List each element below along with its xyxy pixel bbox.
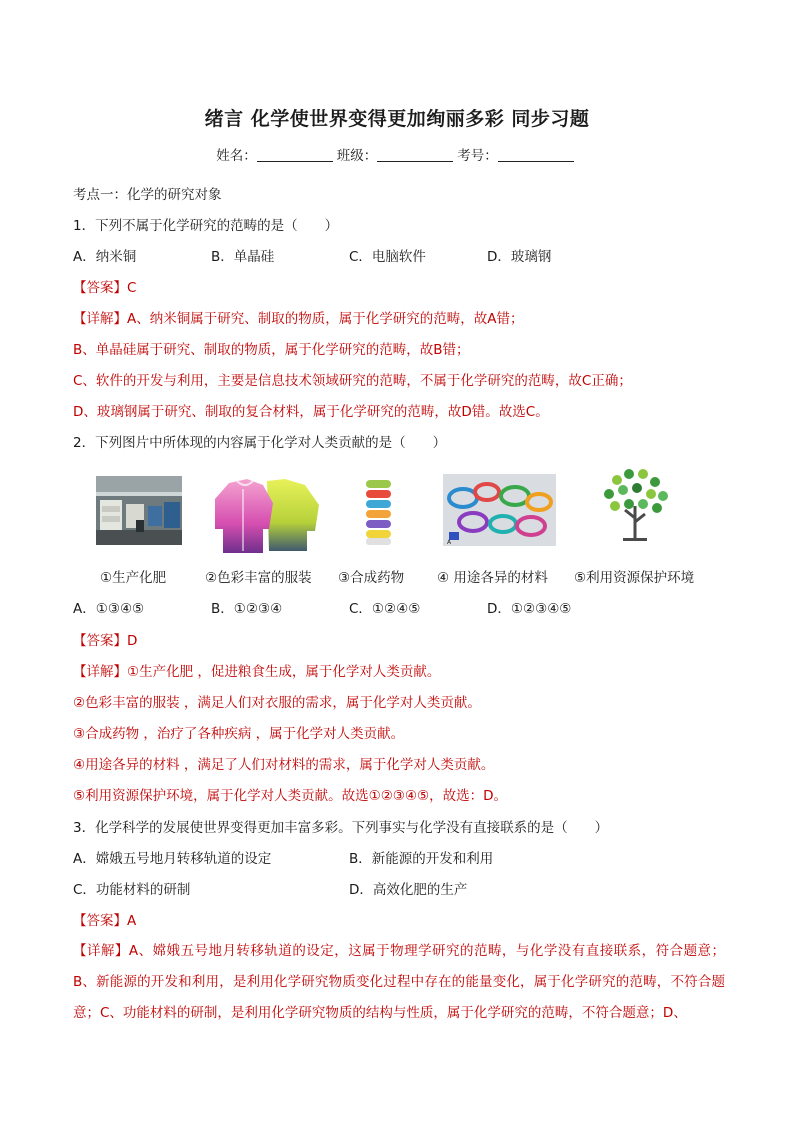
q1-option-d: D．玻璃钢 xyxy=(487,249,552,265)
eco-tree-image xyxy=(595,466,675,546)
q1-answer xyxy=(73,278,733,298)
question-2-stem: 2．下列图片中所体现的内容属于化学对人类贡献的是（ ） xyxy=(73,435,447,451)
q3-answer xyxy=(73,911,733,931)
fertilizer-warehouse-image xyxy=(96,476,182,545)
detail-tag: 【详解】 xyxy=(73,311,127,327)
q1-detail-line: B、单晶硅属于研究、制取的物质，属于化学研究的范畴，故B错； xyxy=(73,342,470,358)
svg-text:A: A xyxy=(447,539,452,546)
q2-answer xyxy=(73,631,733,651)
q1-detail-line xyxy=(73,309,733,329)
student-info-line xyxy=(0,144,794,164)
detail-text: A、嫦娥五号地月转移轨道的设定，这属于物理学研究的范畴，与化学没有直接联系，符合题意；B、新能源的开发和利用，是利用化学研究物质变化过程中存在的能量变化，属于化学研究的范畴，不符合题意；C、功能材料的研制，是利用化学研究物质的结构与性质，属于化学研究的范畴，不符合题意；D、 xyxy=(73,943,726,1021)
q3-option-c: C．功能材料的研制 xyxy=(73,882,191,898)
caption-fertilizer: ①生产化肥 xyxy=(100,570,167,586)
q3-option-d: D．高效化肥的生产 xyxy=(349,882,468,898)
caption-clothing: ②色彩丰富的服装 xyxy=(205,570,312,586)
q2-detail-line: ④用途各异的材料 ，满足了人们对材料的需求，属于化学对人类贡献。 xyxy=(73,757,495,773)
q1-option-b: B．单晶硅 xyxy=(211,249,275,265)
q3-detail xyxy=(73,936,725,1029)
id-blank[interactable] xyxy=(498,147,574,162)
q1-option-c: C．电脑软件 xyxy=(349,249,426,265)
q3-option-a: A．嫦娥五号地月转移轨道的设定 xyxy=(73,851,272,867)
colorful-jackets-image xyxy=(207,475,324,554)
pills-stack-image xyxy=(363,478,394,546)
section-heading: 考点一：化学的研究对象 xyxy=(73,187,222,203)
answer-tag: 【答案】 xyxy=(73,633,127,649)
various-materials-image xyxy=(443,474,556,546)
q1-option-a: A．纳米铜 xyxy=(73,249,137,265)
caption-environment: ⑤利用资源保护环境 xyxy=(574,570,695,586)
class-label: 班级： xyxy=(336,148,378,164)
caption-drugs: ③合成药物 xyxy=(338,570,405,586)
detail-tag: 【详解】 xyxy=(73,943,129,959)
name-blank[interactable] xyxy=(257,147,333,162)
q2-option-c: C．①②④⑤ xyxy=(349,601,421,617)
q2-detail-line: ③合成药物 ，治疗了各种疾病 ，属于化学对人类贡献。 xyxy=(73,726,405,742)
question-1-stem: 1．下列不属于化学研究的范畴的是（ ） xyxy=(73,218,339,234)
detail-tag: 【详解】 xyxy=(73,664,127,680)
answer-tag: 【答案】 xyxy=(73,280,127,296)
q1-detail-line: C、软件的开发与利用，主要是信息技术领域研究的范畴，不属于化学研究的范畴，故C正确； xyxy=(73,373,632,389)
class-blank[interactable] xyxy=(377,147,453,162)
caption-materials: ④ 用途各异的材料 xyxy=(437,570,548,586)
q2-option-b: B．①②③④ xyxy=(211,601,283,617)
q2-option-a: A．①③④⑤ xyxy=(73,601,145,617)
answer-value: A xyxy=(127,913,137,929)
q3-option-b: B．新能源的开发和利用 xyxy=(349,851,494,867)
q2-detail-line: ②色彩丰富的服装 ，满足人们对衣服的需求，属于化学对人类贡献。 xyxy=(73,695,481,711)
q2-detail-line xyxy=(73,662,733,682)
page-title: 绪言 化学使世界变得更加绚丽多彩 同步习题 xyxy=(204,108,590,130)
answer-value: D xyxy=(127,633,138,649)
id-label: 考号： xyxy=(457,148,498,164)
question-3-stem: 3．化学科学的发展使世界变得更加丰富多彩。下列事实与化学没有直接联系的是（ ） xyxy=(73,820,609,836)
q2-option-d: D．①②③④⑤ xyxy=(487,601,572,617)
name-label: 姓名： xyxy=(216,148,257,164)
q2-detail-line: ⑤利用资源保护环境，属于化学对人类贡献。故选①②③④⑤，故选：D。 xyxy=(73,788,508,804)
answer-tag: 【答案】 xyxy=(73,913,127,929)
detail-text: ①生产化肥 ，促进粮食生成，属于化学对人类贡献。 xyxy=(127,664,441,680)
q1-detail-line: D、玻璃钢属于研究、制取的复合材料，属于化学研究的范畴，故D错。故选C。 xyxy=(73,404,549,420)
detail-text: A、纳米铜属于研究、制取的物质，属于化学研究的范畴，故A错； xyxy=(127,311,524,327)
answer-value: C xyxy=(127,280,137,296)
